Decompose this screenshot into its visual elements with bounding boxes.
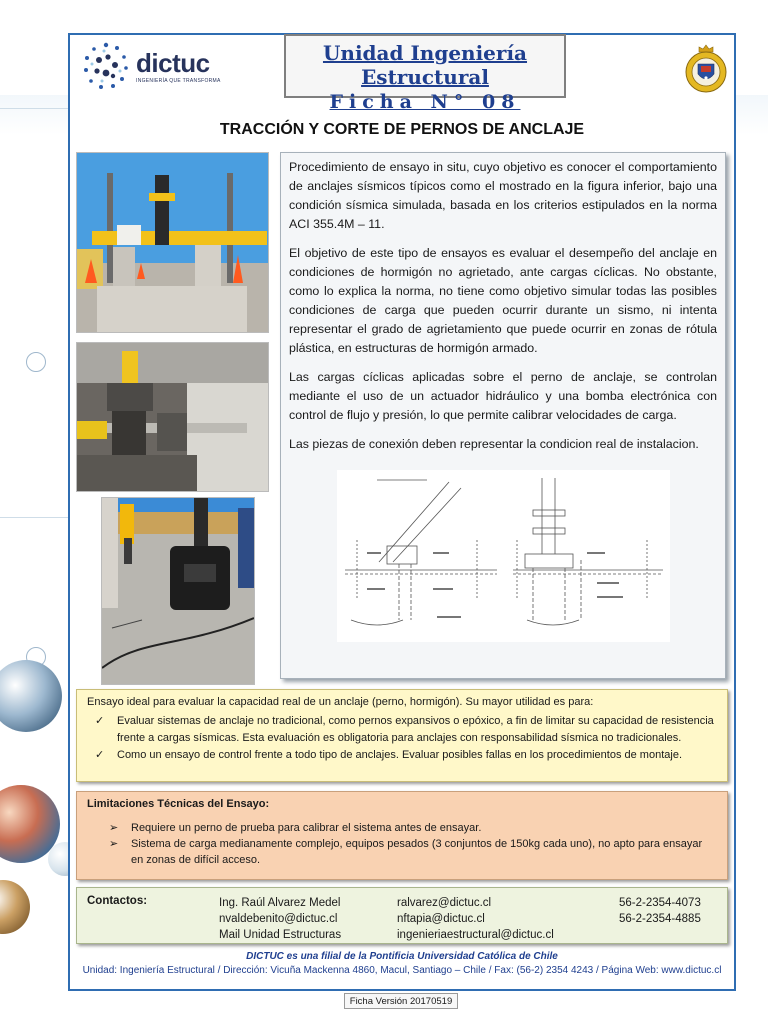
dictuc-logo bbox=[80, 40, 221, 92]
limitations-box bbox=[76, 791, 728, 880]
limitations-list-item bbox=[109, 836, 717, 868]
contact-phone: 56-2-2354-4885 bbox=[619, 913, 701, 925]
limitations-list bbox=[87, 820, 717, 868]
version-label: Ficha Versión 20170519 bbox=[344, 993, 458, 1009]
uses-list bbox=[87, 713, 717, 764]
limitations-list-item bbox=[109, 820, 717, 836]
check-icon: ✓ bbox=[95, 749, 105, 761]
uses-list-item bbox=[95, 713, 717, 747]
arrow-bullet-icon: ➢ bbox=[109, 822, 119, 834]
anchor-technical-drawing bbox=[337, 470, 670, 642]
description-paragraph: Las piezas de conexión deben representar la condicion real de instalacion. bbox=[289, 437, 699, 451]
photo-test-rig bbox=[76, 152, 269, 333]
contact-email[interactable]: nftapia@dictuc.cl bbox=[397, 913, 485, 925]
contact-name: Mail Unidad Estructuras bbox=[219, 929, 342, 941]
contact-phone: 56-2-2354-4073 bbox=[619, 897, 701, 909]
decorative-globe bbox=[0, 660, 62, 732]
background-line bbox=[0, 108, 68, 109]
logo-brand: dictuc bbox=[136, 48, 210, 78]
unit-title-box bbox=[284, 34, 566, 113]
contact-email[interactable]: ralvarez@dictuc.cl bbox=[397, 897, 492, 909]
contact-email[interactable]: ingenieriaestructural@dictuc.cl bbox=[397, 929, 554, 941]
description-paragraph: El objetivo de este tipo de ensayos es evaluar el desempeño del anclaje en condiciones de hormigón no agrietado, ante cargas cíclicas. No obstante, como lo explica la norma, no tiene como objetivo simular todas las posibles condiciones de carga que pueden ocurrir durante un sismo, ni intenta representar el grado de agrietamiento que puede ocurrir en zonas de rótula plástica, en estructuras de hormigón armado. bbox=[289, 246, 717, 355]
decorative-globe bbox=[0, 880, 30, 934]
limitations-heading: Limitaciones Técnicas del Ensayo: bbox=[87, 798, 270, 810]
uses-intro: Ensayo ideal para evaluar la capacidad real de un anclaje (perno, hormigón). Su mayor utilidad es para: bbox=[87, 696, 594, 708]
photo-actuator bbox=[76, 342, 269, 492]
footer-address: Unidad: Ingeniería Estructural / Dirección: Vicuña Mackenna 4860, Macul, Santiago – Chile / Fax: (56-2) 2354 4243 / Página Web: www.dictuc.cl bbox=[82, 965, 722, 976]
uses-item-text: Evaluar sistemas de anclaje no tradicional, como pernos expansivos o epóxico, a fin de limitar su capacidad de resistencia frente a cargas sísmicas. Esta evaluación es obligatoria para anclajes con responsabilidad sísmica no tradicionales. bbox=[117, 715, 714, 744]
limitations-item-text: Sistema de carga medianamente complejo, equipos pesados (3 conjuntos de 150kg cada uno), no apto para ensayar en zonas de difícil acceso. bbox=[131, 838, 703, 866]
uses-list-item bbox=[95, 747, 717, 764]
logo-tagline: INGENIERÍA QUE TRANSFORMA bbox=[136, 78, 221, 84]
limitations-item-text: Requiere un perno de prueba para calibrar el sistema antes de ensayar. bbox=[131, 822, 482, 834]
contacts-label: Contactos: bbox=[87, 895, 148, 907]
background-line bbox=[0, 517, 68, 518]
arrow-bullet-icon: ➢ bbox=[109, 838, 119, 850]
check-icon: ✓ bbox=[95, 715, 105, 727]
description-paragraph: Las cargas cíclicas aplicadas sobre el perno de anclaje, se controlan mediante el uso de un actuador hidráulico y una bomba electrónica con control de flujo y presión, lo que permite calibrar velocidades de carga. bbox=[289, 370, 717, 422]
contact-name[interactable]: nvaldebenito@dictuc.cl bbox=[219, 913, 338, 925]
contacts-emails bbox=[397, 895, 554, 943]
university-seal-icon bbox=[684, 42, 728, 94]
contacts-phones bbox=[619, 895, 701, 927]
contacts-names bbox=[219, 895, 341, 943]
background-circle bbox=[26, 352, 46, 372]
contacts-box bbox=[76, 887, 728, 944]
unit-title: Unidad Ingeniería Estructural bbox=[322, 41, 528, 89]
photo-concrete-block bbox=[101, 497, 255, 685]
description-paragraph: Procedimiento de ensayo in situ, cuyo objetivo es conocer el comportamiento de anclajes sísmicos típicos como el mostrado en la figura inferior, bajo una condición sísmica simulada, basada en los criterios estipulados en la norma ACI 355.4M – 11. bbox=[289, 160, 717, 231]
main-title: TRACCIÓN Y CORTE DE PERNOS DE ANCLAJE bbox=[219, 121, 585, 138]
uses-box bbox=[76, 689, 728, 782]
uses-item-text: Como un ensayo de control frente a todo tipo de anclajes. Evaluar posibles fallas en los procedimientos de montaje. bbox=[117, 749, 683, 761]
dictuc-logo-mark bbox=[80, 40, 132, 92]
sheet-number: Ficha N° 08 bbox=[329, 91, 521, 113]
contact-name: Ing. Raúl Alvarez Medel bbox=[219, 897, 341, 909]
footer-affiliation: DICTUC es una filial de la Pontificia Universidad Católica de Chile bbox=[246, 951, 558, 962]
